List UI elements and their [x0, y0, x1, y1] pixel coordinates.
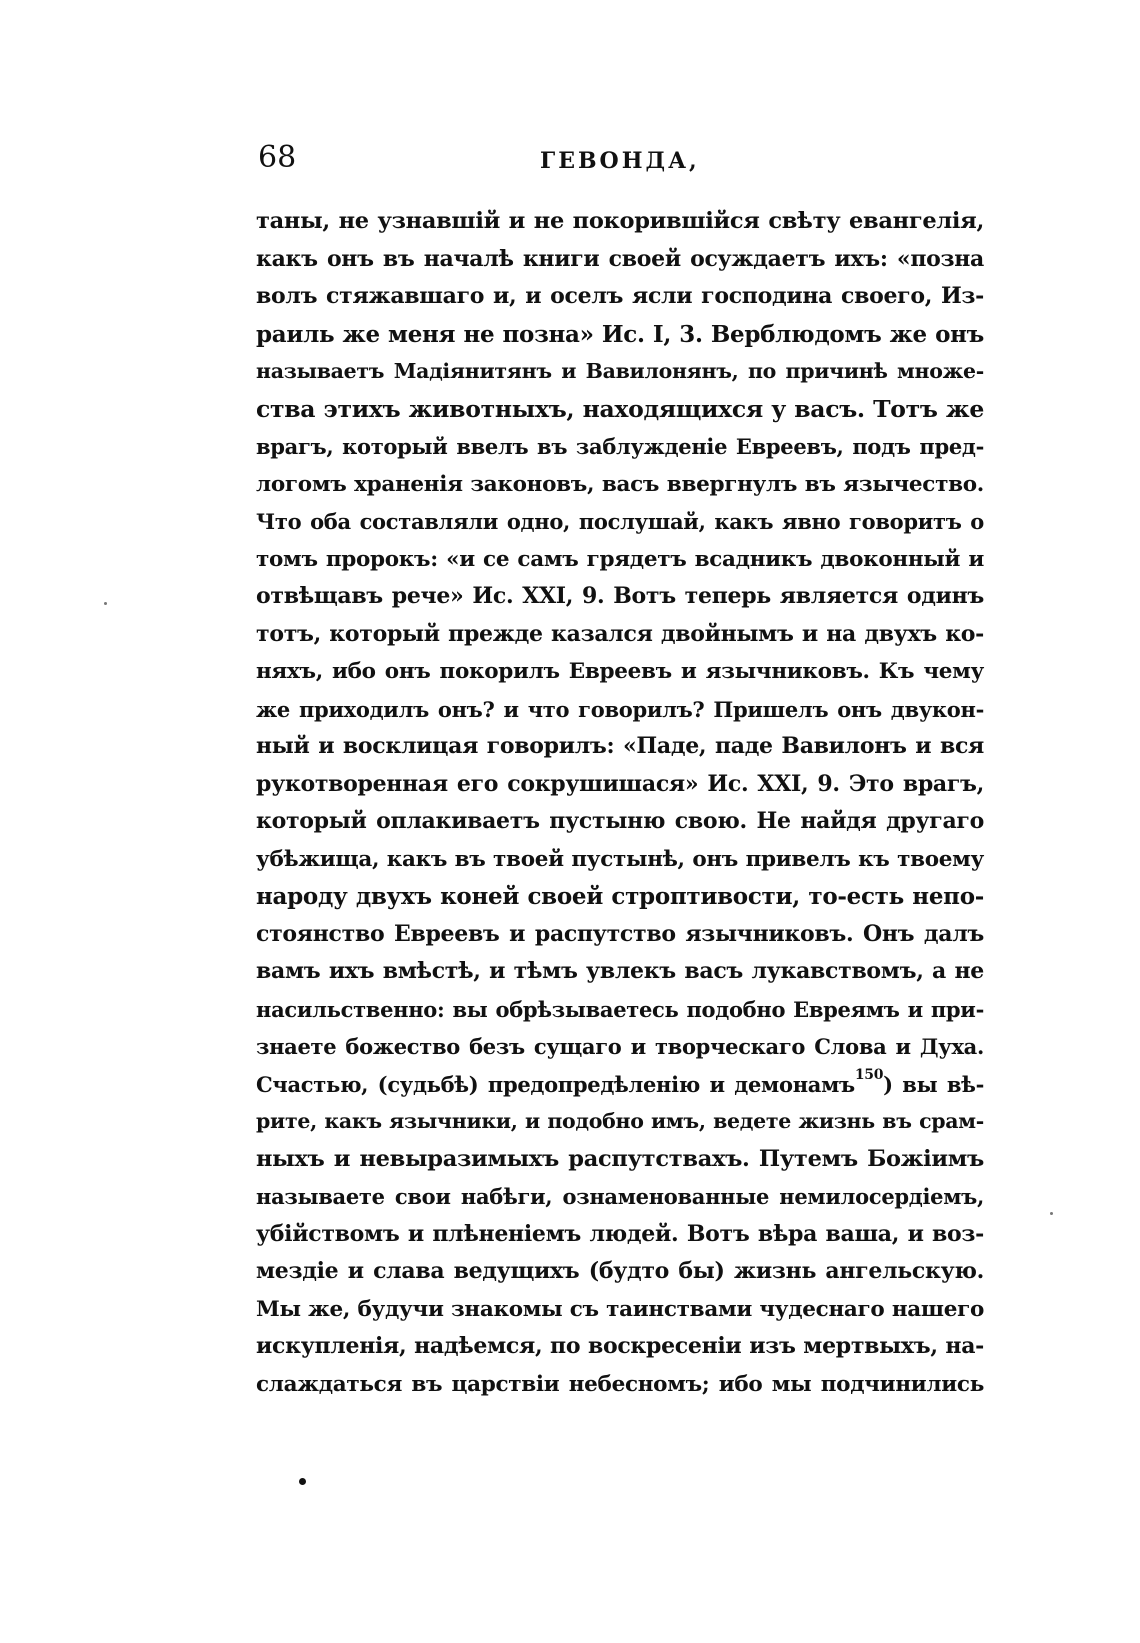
text-line: таны, не узнавшій и не покорившійся свѣту евангелія, — [256, 208, 984, 234]
text-line: какъ онъ въ началѣ книги своей осуждаетъ ихъ: «позна — [256, 245, 984, 272]
text-line: ныхъ и невыразимыхъ распутствахъ. Путемъ Божіимъ — [256, 1145, 984, 1172]
text-line-tail: ) вы вѣ- — [883, 1071, 984, 1097]
text-line: няхъ, ибо онъ покорилъ Евреевъ и язычниковъ. Къ чему — [256, 659, 984, 684]
text-line: ства этихъ животныхъ, находящихся у васъ. Тотъ же — [256, 394, 984, 423]
stray-ink-dot — [299, 1478, 306, 1485]
text-line: стоянство Евреевъ и распутство язычниковъ. Онъ далъ — [256, 920, 984, 947]
text-line: народу двухъ коней своей строптивости, то-есть непо- — [256, 883, 984, 910]
text-line: убѣжища, какъ въ твоей пустынѣ, онъ привелъ къ твоему — [256, 846, 984, 872]
text-line: мездіе и слава ведущихъ (будто бы) жизнь ангельскую. — [256, 1258, 984, 1284]
text-line: томъ пророкъ: «и се самъ грядетъ всадникъ двоконный и — [256, 546, 984, 572]
text-line: который оплакиваетъ пустыню свою. Не найдя другаго — [256, 808, 984, 834]
footnote-marker: 150 — [854, 1066, 884, 1083]
text-line: убійствомъ и плѣненіемъ людей. Вотъ вѣра ваша, и воз- — [256, 1220, 984, 1247]
text-line: слаждаться въ царствіи небесномъ; ибо мы подчинились — [256, 1371, 984, 1397]
text-line: Мы же, будучи знакомы съ таинствами чудеснаго нашего — [256, 1296, 984, 1322]
text-line: насильственно: вы обрѣзываетесь подобно Евреямъ и при- — [256, 996, 984, 1022]
text-line: волъ стяжавшаго и, и оселъ ясли господина своего, Из- — [256, 283, 984, 309]
paper-speck — [1050, 1212, 1053, 1215]
text-line: Что оба составляли одно, послушай, какъ явно говоритъ о — [256, 509, 984, 534]
page-number: 68 — [258, 140, 297, 175]
text-line: врагъ, который ввелъ въ заблужденіе Евреевъ, подъ пред- — [256, 434, 984, 459]
text-line: же приходилъ онъ? и что говорилъ? Пришелъ онъ двукон- — [256, 696, 984, 722]
text-line-with-footnote — [256, 1066, 984, 1104]
text-line: раиль же меня не позна» Ис. I, 3. Верблюдомъ же онъ — [256, 320, 984, 348]
paper-speck — [104, 602, 107, 605]
text-line: тотъ, который прежде казался двойнымъ и на двухъ ко- — [256, 620, 984, 647]
running-head: ГЕВОНДА, — [540, 148, 700, 174]
text-line: называете свои набѣги, ознаменованные немилосердіемъ, — [256, 1184, 984, 1209]
body-text — [256, 203, 984, 1403]
text-line: рите, какъ язычники, и подобно имъ, ведете жизнь въ срам- — [256, 1109, 984, 1133]
text-line: вамъ ихъ вмѣстѣ, и тѣмъ увлекъ васъ лукавствомъ, а не — [256, 958, 984, 984]
text-line: логомъ храненія законовъ, васъ ввергнулъ въ язычество. — [256, 471, 984, 497]
text-line: искупленія, надѣемся, по воскресеніи изъ мертвыхъ, на- — [256, 1333, 984, 1359]
text-line-head: Счастью, (судьбѣ) предопредѣленію и демонамъ — [256, 1071, 855, 1097]
text-line: знаете божество безъ сущаго и творческаго Слова и Духа. — [256, 1034, 984, 1059]
text-line: называетъ Мадіянитянъ и Вавилонянъ, по причинѣ множе- — [256, 359, 984, 383]
text-line: отвѣщавъ рече» Ис. XXI, 9. Вотъ теперь является одинъ — [256, 583, 984, 609]
text-line: рукотворенная его сокрушишася» Ис. XXI, 9. Это врагъ, — [256, 770, 984, 797]
text-line: ный и восклицая говорилъ: «Паде, паде Вавилонъ и вся — [256, 733, 984, 759]
